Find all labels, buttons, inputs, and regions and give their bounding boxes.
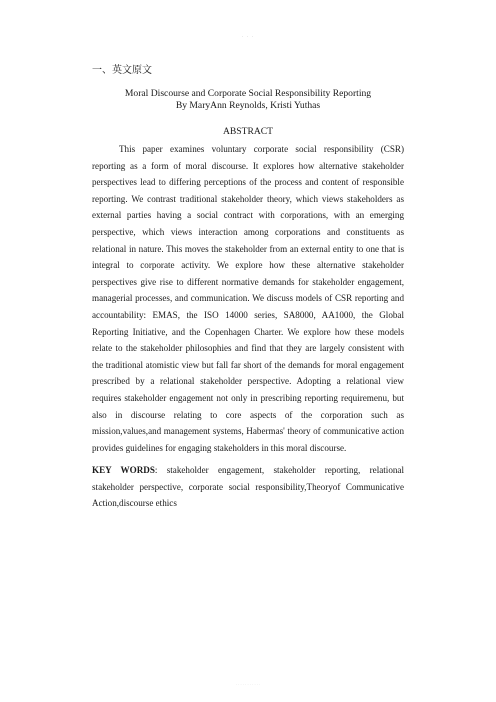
paper-authors: By MaryAnn Reynolds, Kristi Yuthas bbox=[175, 99, 321, 111]
footer-watermark: · · · · · · · · · · · bbox=[235, 682, 261, 687]
section-heading: 一、英文原文 bbox=[92, 65, 152, 76]
keywords-label: KEY WORDS bbox=[92, 465, 155, 475]
abstract-body: This paper examines voluntary corporate social responsibility (CSR) reporting as a form of moral discourse. It explores how alternative stakeholder perspectives lead to differing perceptions of the process and content of responsible reporting. We contrast traditional stakeholder theory, which views stakeholders as external parties having a social contract with corporations, with an emerging perspective, which views interaction among corporations and constituents as relational in nature. This moves the stakeholder from an external entity to one that is integral to corporate activity. We explore how these alternative stakeholder perspectives give rise to different normative demands for stakeholder engagement, managerial processes, and communication. We discuss models of CSR reporting and accountability: EMAS, the ISO 14000 series, SA8000, AA1000, the Global Reporting Initiative, and the Copenhagen Charter. We explore how these models relate to the stakeholder philosophies and find that they are largely consistent with the traditional atomistic view but fall far short of the demands for moral engagement prescribed by a relational stakeholder perspective. Adopting a relational view requires stakeholder engagement not only in prescribing reporting requiremenu, but also in discourse relating to core aspects of the corporation such as mission,values,and management systems, Habermas' theory of communicative action provides guidelines for engaging stakeholders in this moral discourse. bbox=[92, 144, 404, 453]
paper-title: Moral Discourse and Corporate Social Responsibility Reporting bbox=[124, 88, 372, 99]
keywords-text: : stakeholder engagement, stakeholder reporting, relational stakeholder perspective, corporate social responsibility,Theoryof Communicative Action,discourse ethics bbox=[92, 465, 404, 509]
keywords-paragraph bbox=[92, 462, 404, 512]
header-watermark: · · · bbox=[241, 35, 255, 40]
paper-title-block bbox=[0, 88, 496, 111]
abstract-heading: ABSTRACT bbox=[222, 126, 274, 137]
